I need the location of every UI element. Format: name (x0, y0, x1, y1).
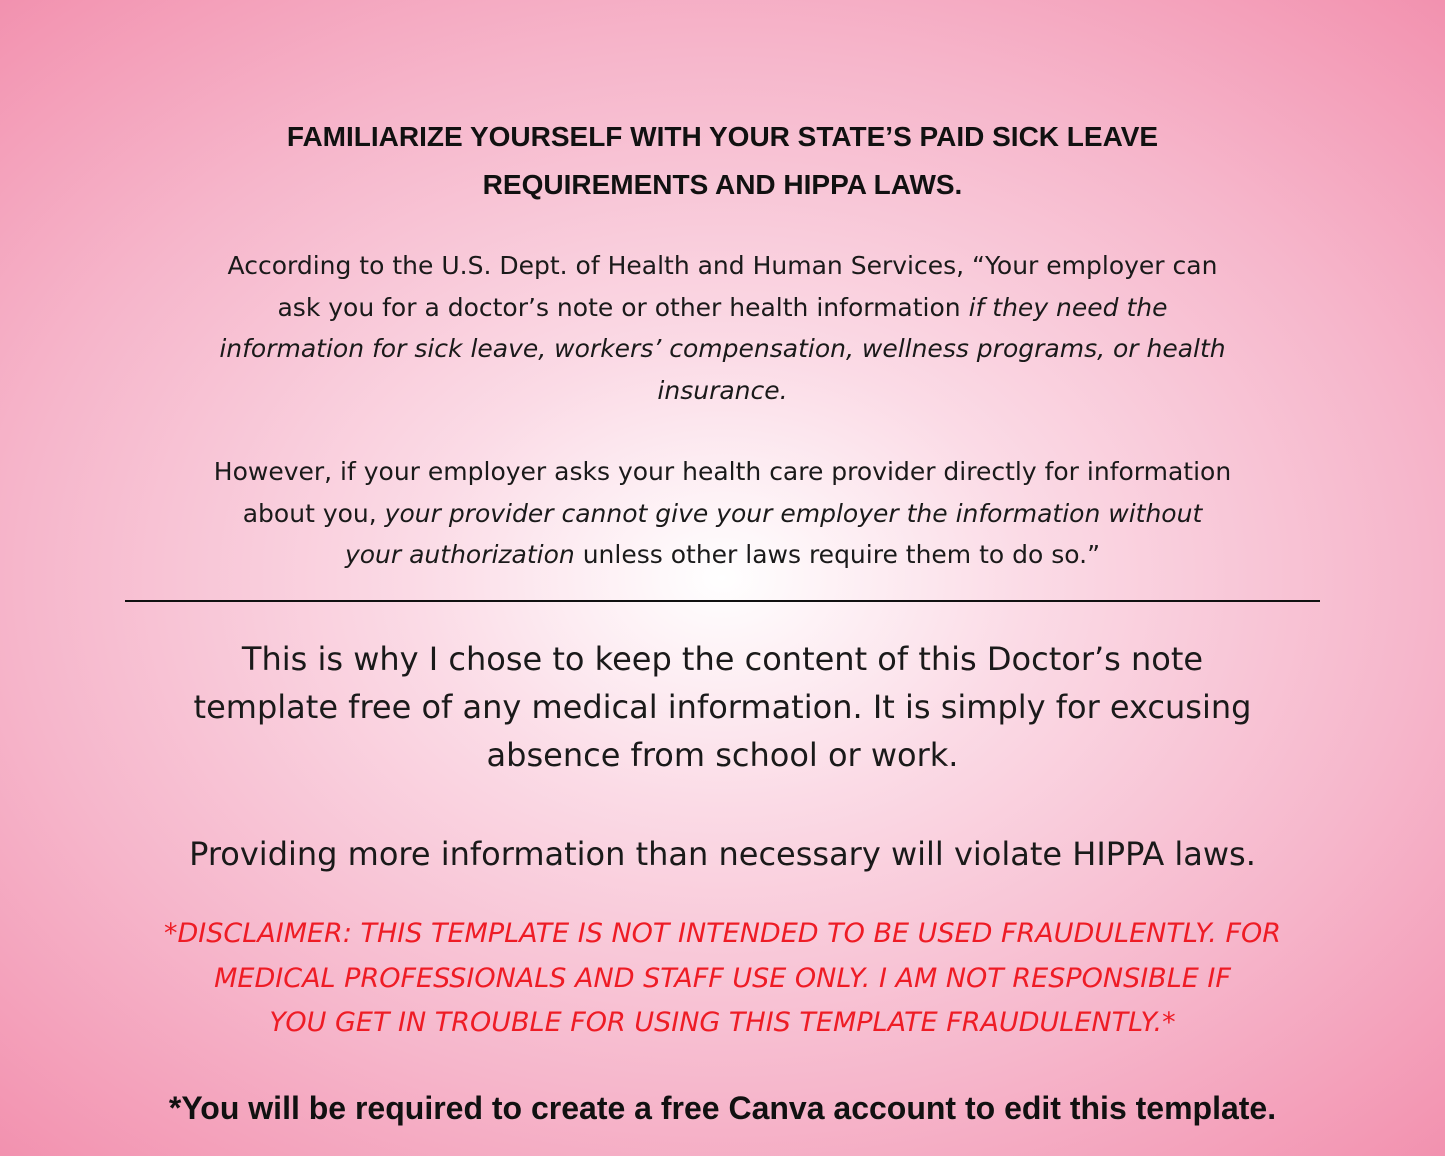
section-divider (125, 600, 1320, 602)
hhs-quote-paragraph-2 (90, 451, 1355, 576)
disclaimer-line-1: *DISCLAIMER: THIS TEMPLATE IS NOT INTENDED TO BE USED FRAUDULENTLY. FOR (163, 918, 1282, 949)
quote-1-line-2-text: ask you for a doctor’s note or other health information (277, 292, 969, 322)
disclaimer-line-2: MEDICAL PROFESSIONALS AND STAFF USE ONLY. I AM NOT RESPONSIBLE IF (214, 962, 1231, 994)
quote-2-line-2-emphasis: your provider cannot give your employer the information without (384, 498, 1203, 528)
quote-2-line-1: However, if your employer asks your health care provider directly for information (213, 457, 1232, 486)
hippa-warning (80, 830, 1365, 878)
explanation-line-1: This is why I chose to keep the content of this Doctor’s note (241, 640, 1204, 678)
quote-1-line-1: According to the U.S. Dept. of Health and Human Services, “Your employer can (227, 251, 1218, 280)
quote-2-line-3-emphasis: your authorization (344, 540, 575, 569)
disclaimer-line-3: YOU GET IN TROUBLE FOR USING THIS TEMPLATE FRAUDULENTLY.* (269, 1007, 1176, 1038)
hhs-quote-paragraph-1 (90, 245, 1355, 411)
quote-2-line-3 (90, 534, 1355, 576)
explanation-line-2: template free of any medical information. It is simply for excusing (193, 688, 1252, 726)
warning-text: Providing more information than necessary will violate HIPPA laws. (189, 835, 1256, 873)
quote-1-line-4 (90, 370, 1355, 412)
quote-1-line-2 (90, 287, 1355, 329)
explanation-paragraph (80, 635, 1365, 779)
heading-line-2: REQUIREMENTS AND HIPPA LAWS. (482, 169, 963, 200)
quote-2-line-3-text: unless other laws require them to do so.” (574, 540, 1101, 569)
quote-1-line-3-emphasis: information for sick leave, workers’ compensation, wellness programs, or health (219, 334, 1226, 363)
quote-1-line-4-emphasis: insurance. (657, 375, 788, 405)
quote-1-line-3 (90, 328, 1355, 370)
explanation-line-3: absence from school or work. (486, 736, 959, 774)
quote-1-line-2-emphasis: if they need the (968, 292, 1168, 322)
canva-account-notice: *You will be required to create a free Canva account to edit this template. (168, 1090, 1277, 1126)
quote-2-line-2-text: about you, (242, 498, 385, 528)
disclaimer (60, 912, 1385, 1046)
page-heading (0, 113, 1445, 209)
heading-line-1: FAMILIARIZE YOURSELF WITH YOUR STATE’S PAID SICK LEAVE (286, 121, 1159, 152)
quote-2-line-2 (90, 493, 1355, 535)
